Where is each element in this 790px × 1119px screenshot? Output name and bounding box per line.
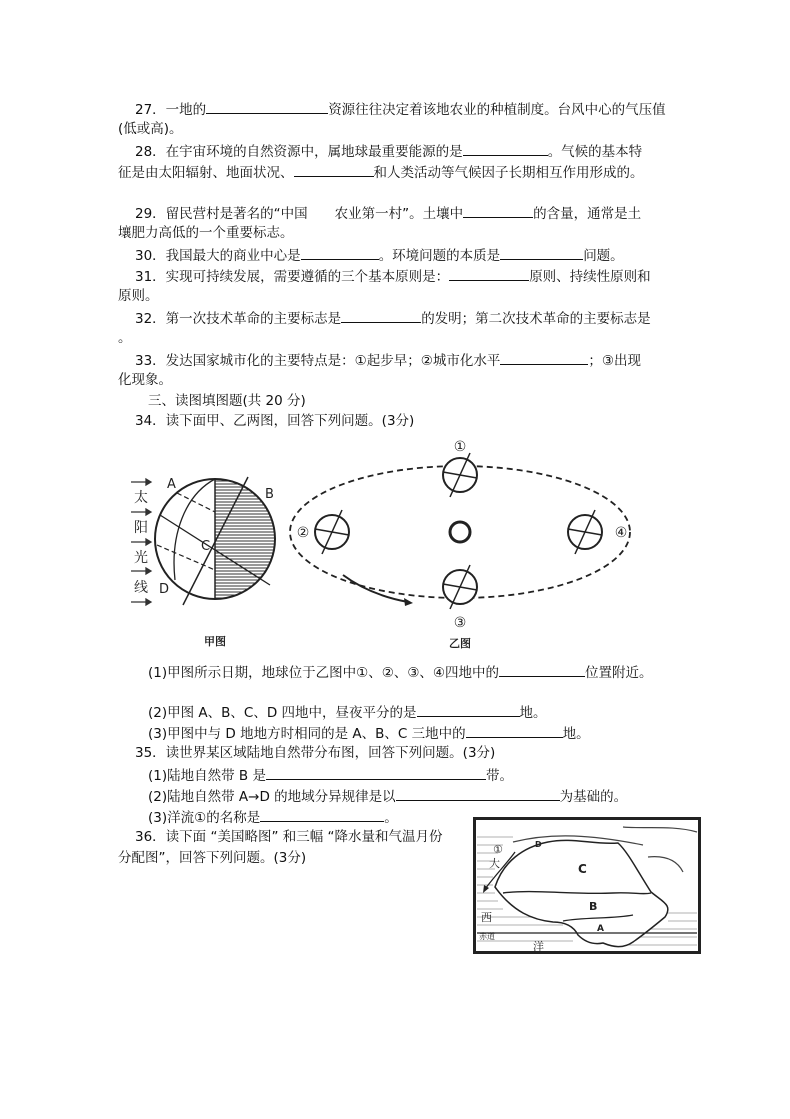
q29-text-1: 29．留民营村是著名的“中国 农业第一村”。土壤中: [135, 206, 464, 222]
question-35-stem: 35．读世界某区域陆地自然带分布图，回答下列问题。(3分): [135, 745, 496, 761]
sun-circle: [450, 522, 470, 542]
q34-s3-text-1: (3)甲图中与 D 地地方时相同的是 A、B、C 三地中的: [148, 726, 466, 742]
figure-yi: [290, 453, 630, 609]
q27-text-1: 27．一地的: [135, 102, 207, 118]
q34-s3-text-2: 地。: [562, 726, 590, 742]
q34-s3-answer-blank[interactable]: [466, 723, 563, 738]
figure-jia: [131, 477, 275, 648]
q31-text-2: 原则、持续性原则和: [529, 269, 651, 285]
revolution-direction-arrow: [343, 575, 408, 602]
question-29-line1: [135, 203, 641, 223]
q28-text-1: 28．在宇宙环境的自然资源中，属地球最重要能源的是: [135, 144, 463, 160]
q34-s1-text-2: 位置附近。: [585, 665, 653, 681]
question-35-sub3: [148, 807, 398, 827]
section-3-heading: 三、读图填图题(共 20 分): [148, 393, 306, 409]
position-1-label: ①: [453, 439, 467, 455]
q30-text-1: 30．我国最大的商业中心是: [135, 248, 301, 264]
sun-char-3: 光: [134, 550, 148, 566]
q28-text-3: 征是由太阳辐射、地面状况、: [118, 165, 294, 181]
q27-text-3: (低或高)。: [118, 121, 183, 137]
position-4-label: ④: [614, 525, 628, 541]
question-34-sub2: [148, 702, 547, 722]
atlantic-char-xi: 西: [481, 911, 492, 924]
q33-answer-blank[interactable]: [500, 350, 588, 365]
q33-text-3: 化现象。: [118, 372, 172, 388]
q32-answer-blank[interactable]: [341, 308, 421, 323]
point-c-label: C: [201, 539, 211, 554]
q28-text-2: 。气候的基本特: [547, 144, 643, 160]
question-33-line2: [118, 371, 172, 389]
current-1-label: ①: [493, 843, 503, 856]
sun-char-2: 阳: [134, 520, 148, 536]
q32-text-1: 32．第一次技术革命的主要标志是: [135, 311, 342, 327]
q28-answer-blank-1[interactable]: [463, 141, 548, 156]
point-d-label: D: [159, 582, 170, 597]
africa-natural-zone-map: [473, 817, 701, 954]
question-35-sub2: [148, 786, 627, 806]
q32-text-2: 的发明；第二次技术革命的主要标志是: [421, 311, 651, 327]
zone-c-label: C: [578, 862, 587, 876]
q30-text-3: 问题。: [583, 248, 624, 264]
q30-text-2: 。环境问题的本质是: [378, 248, 501, 264]
q34-s2-text-2: 地。: [519, 705, 547, 721]
question-27-line1: [135, 99, 666, 119]
question-31-line2: [118, 287, 159, 305]
question-34-sub3: [148, 723, 590, 743]
q34-s2-answer-blank[interactable]: [417, 702, 520, 717]
equator-label: 赤道: [479, 932, 495, 941]
question-34-sub1: [148, 662, 653, 682]
sun-char-1: 太: [134, 490, 148, 506]
zone-a-label: A: [597, 924, 604, 934]
q28-answer-blank-2[interactable]: [294, 162, 374, 177]
question-30: [135, 245, 624, 265]
q34-s1-answer-blank[interactable]: [499, 662, 585, 677]
question-31-line1: [135, 266, 651, 286]
q35-s1-text-1: (1)陆地自然带 B 是: [148, 768, 266, 784]
q29-answer-blank[interactable]: [463, 203, 533, 218]
figure-jia-yi: [115, 435, 645, 655]
position-3-label: ③: [453, 615, 467, 631]
sun-char-4: 线: [134, 580, 148, 596]
q35-s2-answer-blank[interactable]: [396, 786, 560, 801]
q29-text-2: 的含量，通常是土: [533, 206, 642, 222]
question-33-line1: [135, 350, 641, 370]
question-36-line1: 36．读下面 “美国略图” 和三幅 “降水量和气温月份: [135, 829, 443, 845]
q31-text-3: 原则。: [118, 288, 159, 304]
q30-answer-blank-1[interactable]: [301, 245, 379, 260]
q31-answer-blank[interactable]: [449, 266, 529, 281]
question-28-line2: [118, 162, 644, 182]
q34-s1-text-1: (1)甲图所示日期，地球位于乙图中①、②、③、④四地中的: [148, 665, 500, 681]
q33-text-1: 33．发达国家城市化的主要特点是：①起步早；②城市化水平: [135, 353, 501, 369]
point-b-label: B: [265, 487, 274, 502]
question-28-line1: [135, 141, 642, 161]
question-36-line2: 分配图”，回答下列问题。(3分): [118, 850, 307, 866]
question-29-line2: [118, 224, 294, 242]
question-35-sub1: [148, 765, 513, 785]
earth-position-4: [568, 510, 602, 554]
q35-s3-text-1: (3)洋流①的名称是: [148, 810, 261, 826]
q35-s2-text-1: (2)陆地自然带 A→D 的地域分异规律是以: [148, 789, 396, 805]
q30-answer-blank-2[interactable]: [500, 245, 583, 260]
q32-text-3: 。: [118, 330, 132, 346]
figure-jia-caption: 甲图: [204, 635, 226, 648]
q27-answer-blank[interactable]: [206, 99, 328, 114]
point-a-label: A: [167, 477, 176, 492]
earth-position-1: [443, 453, 477, 497]
q27-text-2: 资源往往决定着该地农业的种植制度。台风中心的气压值: [328, 102, 666, 118]
q35-s1-answer-blank[interactable]: [266, 765, 486, 780]
figure-yi-caption: 乙图: [449, 637, 471, 650]
q34-s2-text-1: (2)甲图 A、B、C、D 四地中，昼夜平分的是: [148, 705, 417, 721]
q35-s3-answer-blank[interactable]: [260, 807, 384, 822]
zone-d-label: D: [535, 840, 542, 849]
question-34-stem: 34．读下面甲、乙两图，回答下列问题。(3分): [135, 413, 415, 429]
atlantic-char-yang: 洋: [533, 940, 544, 953]
q29-text-3: 壤肥力高低的一个重要标志。: [118, 225, 294, 241]
q35-s3-text-2: 。: [384, 810, 398, 826]
q35-s2-text-2: 为基础的。: [559, 789, 628, 805]
q33-text-2: ；③出现: [588, 353, 641, 369]
earth-position-3: [443, 565, 477, 609]
q35-s1-text-2: 带。: [485, 768, 513, 784]
atlantic-char-da: 大: [489, 857, 500, 870]
question-32-line2: [118, 329, 132, 347]
earth-position-2: [315, 510, 349, 554]
zone-b-label: B: [589, 900, 598, 913]
question-27-line2: [118, 120, 183, 138]
question-32-line1: [135, 308, 651, 328]
q28-text-4: 和人类活动等气候因子长期相互作用形成的。: [373, 165, 644, 181]
q31-text-1: 31．实现可持续发展，需要遵循的三个基本原则是：: [135, 269, 450, 285]
position-2-label: ②: [296, 525, 310, 541]
